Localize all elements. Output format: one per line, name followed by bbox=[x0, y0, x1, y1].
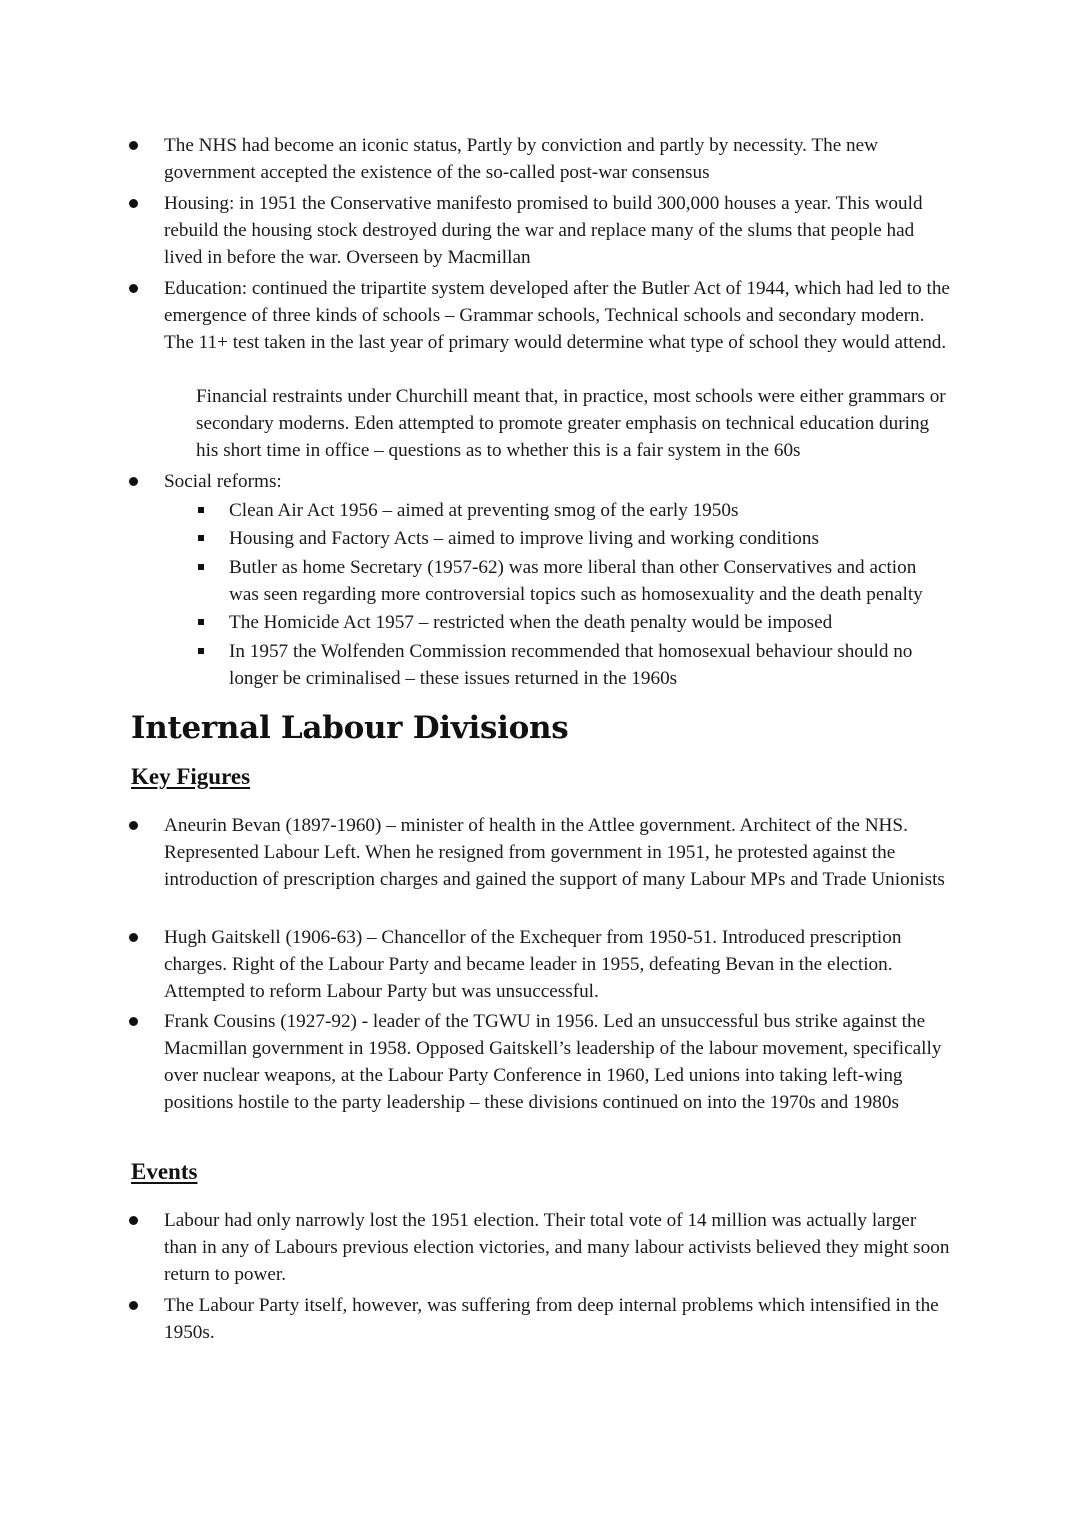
bullet-housing: Housing: in 1951 the Conservative manifesto promised to build 300,000 houses a year. This would rebuild the housing stock destroyed during the war and replace many of the slums that people had lived in before the war. Overseen by Macmillan bbox=[164, 193, 923, 268]
education-note: Financial restraints under Churchill meant that, in practice, most schools were either grammars or secondary moderns. Eden attempted to promote greater emphasis on technical education during his short time in office – questions as to whether this is a fair system in the 60s bbox=[196, 386, 946, 461]
reform-item: Housing and Factory Acts – aimed to improve living and working conditions bbox=[229, 528, 819, 549]
square-bullet-icon bbox=[198, 535, 204, 541]
reform-item: Butler as home Secretary (1957-62) was more liberal than other Conservatives and action was seen regarding more controversial topics such as homosexuality and the death penalty bbox=[229, 557, 923, 605]
bullet-icon bbox=[129, 199, 138, 208]
bullet-icon bbox=[129, 821, 138, 830]
events-heading: Events bbox=[131, 1159, 198, 1184]
square-bullet-icon bbox=[198, 648, 204, 654]
bullet-icon bbox=[129, 1216, 138, 1225]
reform-item: In 1957 the Wolfenden Commission recommended that homosexual behaviour should no longer be criminalised – these issues returned in the 1960s bbox=[229, 641, 913, 689]
social-reforms-label: Social reforms: bbox=[164, 471, 282, 492]
bullet-icon bbox=[129, 477, 138, 486]
square-bullet-icon bbox=[198, 564, 204, 570]
event-item: The Labour Party itself, however, was suffering from deep internal problems which intensified in the 1950s. bbox=[164, 1295, 939, 1343]
bullet-icon bbox=[129, 1301, 138, 1310]
bullet-icon bbox=[129, 284, 138, 293]
bullet-icon bbox=[129, 1017, 138, 1026]
reform-item: Clean Air Act 1956 – aimed at preventing smog of the early 1950s bbox=[229, 500, 739, 521]
bullet-education: Education: continued the tripartite system developed after the Butler Act of 1944, which had led to the emergence of three kinds of schools – Grammar schools, Technical schools and secondary modern. The 11+ test taken in the last year of primary would determine what type of school they would attend. bbox=[164, 278, 950, 353]
figure-cousins: Frank Cousins (1927-92) - leader of the TGWU in 1956. Led an unsuccessful bus strike against the Macmillan government in 1958. Opposed Gaitskell’s leadership of the labour movement, specifically over nuclear weapons, at the Labour Party Conference in 1960, Led unions into taking left-wing positions hostile to the party leadership – these divisions continued on into the 1970s and 1980s bbox=[164, 1011, 942, 1113]
figure-bevan: Aneurin Bevan (1897-1960) – minister of health in the Attlee government. Architect of the NHS. Represented Labour Left. When he resigned from government in 1951, he protested against the introduction of prescription charges and gained the support of many Labour MPs and Trade Unionists bbox=[164, 815, 945, 890]
reform-item: The Homicide Act 1957 – restricted when the death penalty would be imposed bbox=[229, 612, 833, 633]
bullet-nhs: The NHS had become an iconic status, Partly by conviction and partly by necessity. The new government accepted the existence of the so-called post-war consensus bbox=[164, 135, 879, 183]
square-bullet-icon bbox=[198, 619, 204, 625]
figure-gaitskell: Hugh Gaitskell (1906-63) – Chancellor of the Exchequer from 1950-51. Introduced prescription charges. Right of the Labour Party and became leader in 1955, defeating Bevan in the election. Attempted to reform Labour Party but was unsuccessful. bbox=[164, 927, 902, 1002]
square-bullet-icon bbox=[198, 507, 204, 513]
event-item: Labour had only narrowly lost the 1951 election. Their total vote of 14 million was actually larger than in any of Labours previous election victories, and many labour activists believed they might soon return to power. bbox=[164, 1210, 950, 1285]
section-title: Internal Labour Divisions bbox=[131, 710, 569, 746]
bullet-icon bbox=[129, 933, 138, 942]
key-figures-heading: Key Figures bbox=[131, 764, 251, 789]
bullet-icon bbox=[129, 141, 138, 150]
